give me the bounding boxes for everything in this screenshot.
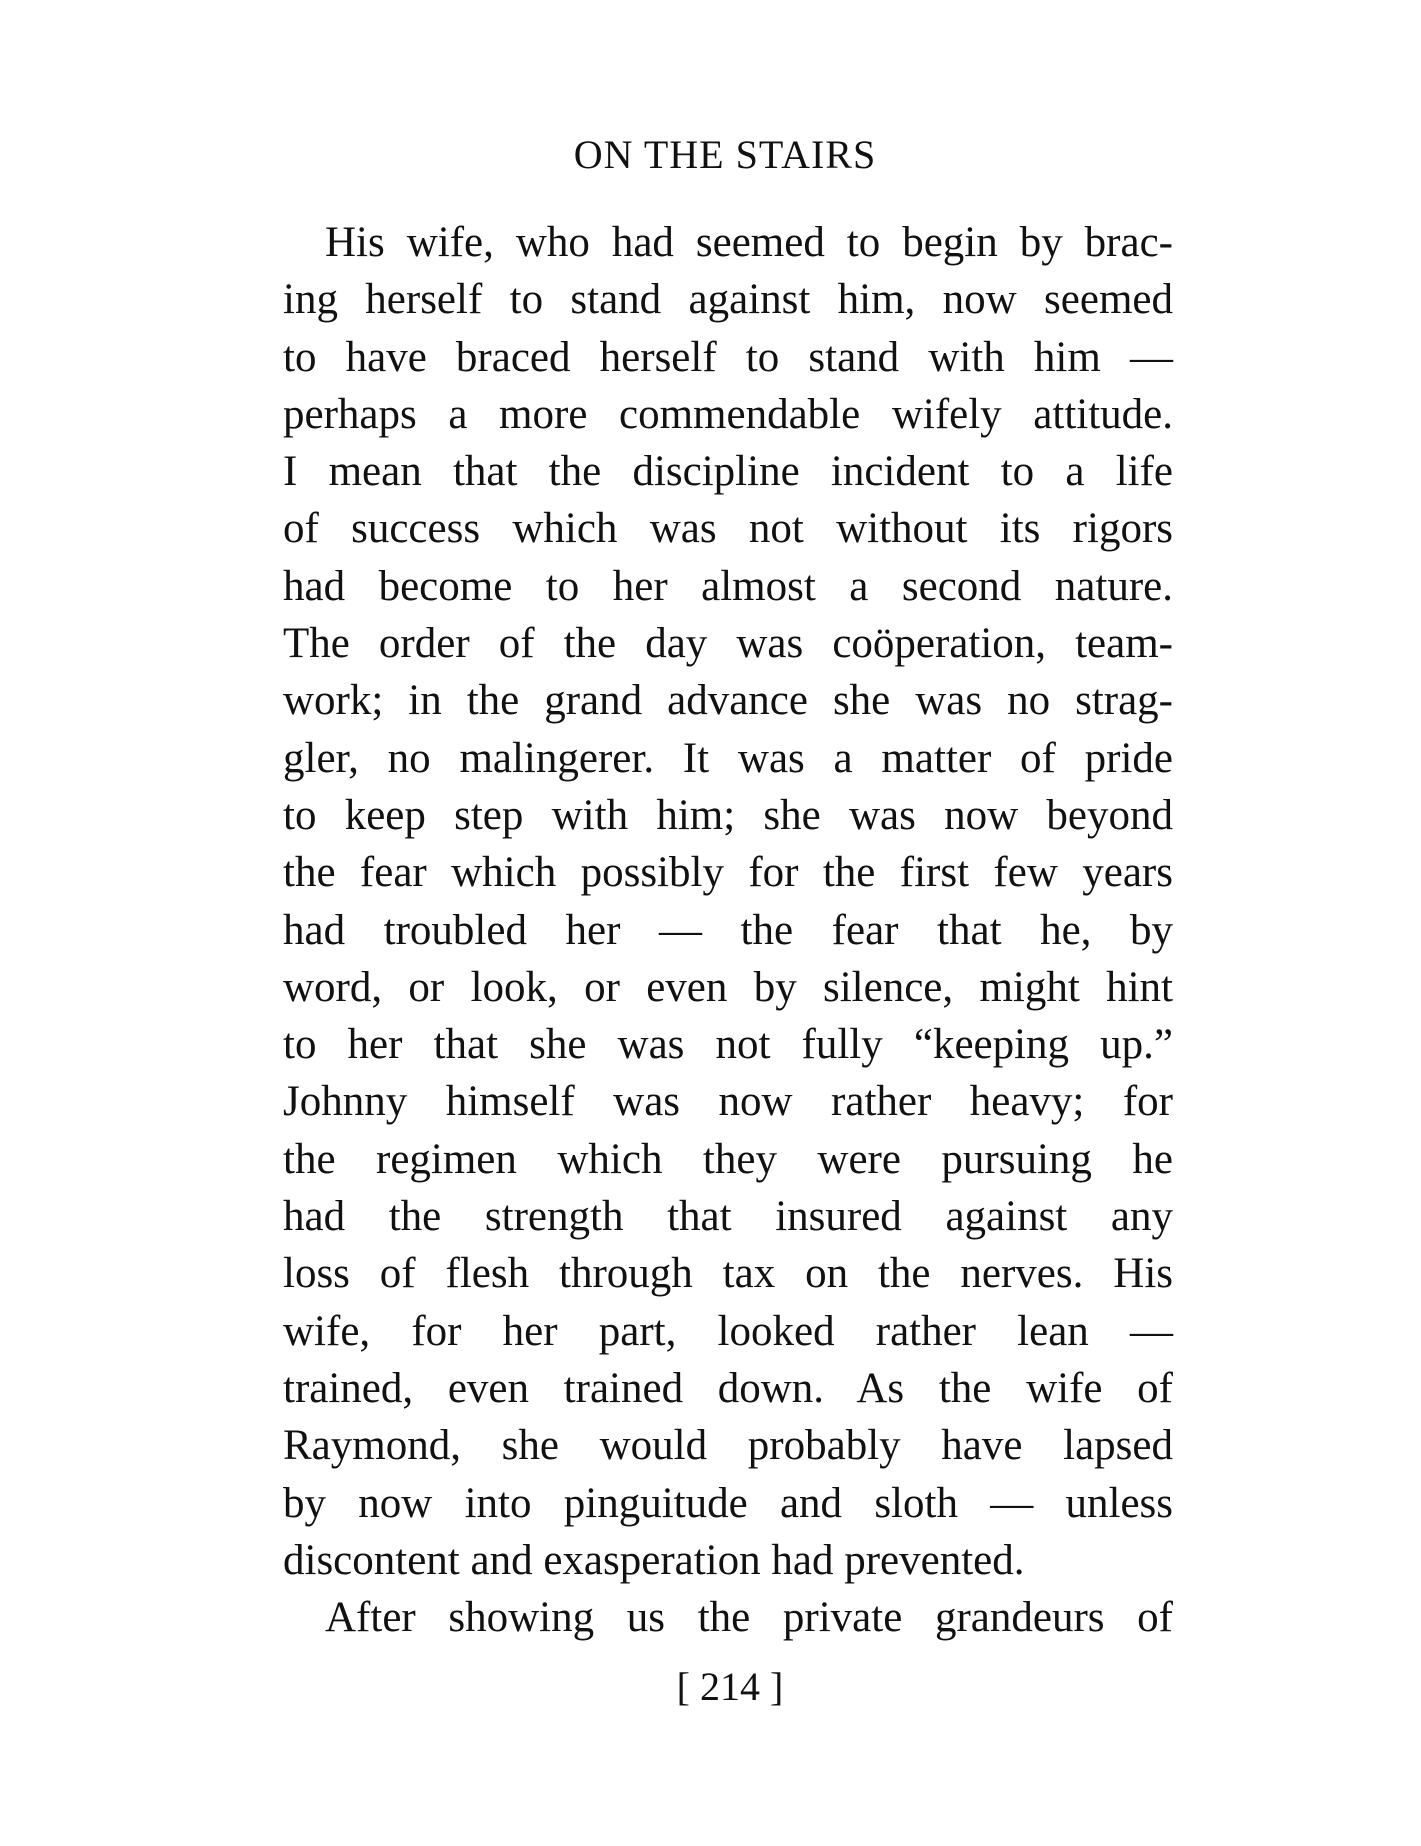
text-line: to her that she was not fully “keeping up.” xyxy=(283,1021,1173,1069)
text-line: by now into pinguitude and sloth — unless xyxy=(283,1479,1173,1527)
text-line: perhaps a more commendable wifely attitude. xyxy=(283,390,1173,438)
running-head: ON THE STAIRS xyxy=(573,132,877,177)
text-line: I mean that the discipline incident to a life xyxy=(283,448,1173,496)
text-line: had troubled her — the fear that he, by xyxy=(283,906,1173,954)
text-line: to keep step with him; she was now beyond xyxy=(283,791,1173,839)
text-line: After showing us the private grandeurs of xyxy=(325,1594,1173,1642)
page-number: [ 214 ] xyxy=(676,1664,784,1709)
text-line: had the strength that insured against any xyxy=(283,1193,1173,1241)
text-line: gler, no malingerer. It was a matter of pride xyxy=(283,734,1173,782)
text-line: Raymond, she would probably have lapsed xyxy=(283,1422,1173,1470)
text-line: of success which was not without its rigors xyxy=(283,505,1173,553)
text-line: work; in the grand advance she was no strag- xyxy=(283,677,1173,725)
text-line: the regimen which they were pursuing he xyxy=(283,1135,1173,1183)
text-line: discontent and exasperation had prevented. xyxy=(283,1536,1025,1584)
text-line: His wife, who had seemed to begin by brac- xyxy=(325,219,1173,266)
text-line: word, or look, or even by silence, might hint xyxy=(283,963,1173,1011)
text-line: trained, even trained down. As the wife of xyxy=(283,1364,1173,1412)
text-line: wife, for her part, looked rather lean — xyxy=(283,1307,1173,1355)
text-line: ing herself to stand against him, now seemed xyxy=(283,276,1173,324)
text-line: Johnny himself was now rather heavy; for xyxy=(283,1078,1173,1126)
text-line: The order of the day was coöperation, team- xyxy=(283,620,1173,668)
text-line: loss of flesh through tax on the nerves. His xyxy=(283,1250,1173,1298)
text-line: had become to her almost a second nature. xyxy=(283,562,1173,610)
text-line: to have braced herself to stand with him — xyxy=(283,333,1173,381)
text-line: the fear which possibly for the first few years xyxy=(283,849,1173,897)
body-text xyxy=(283,214,1173,1646)
